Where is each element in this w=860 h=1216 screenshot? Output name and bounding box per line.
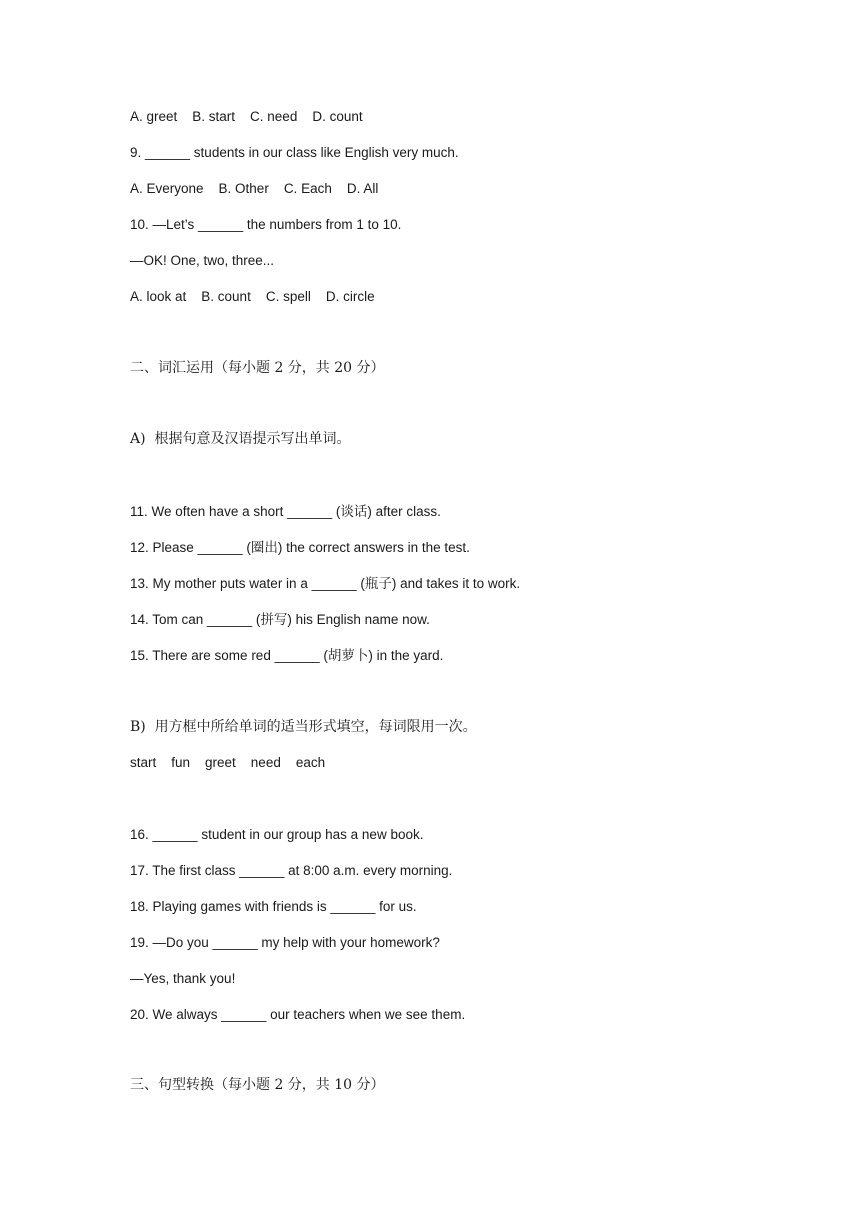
q10-response: —OK! One, two, three... xyxy=(130,253,275,268)
q12: 12. Please ______ (圈出) the correct answers in the test. xyxy=(130,540,470,555)
q19-stem: 19. —Do you ______ my help with your homework? xyxy=(130,935,440,950)
q9-stem: 9. ______ students in our class like English very much. xyxy=(130,145,459,160)
section-3-heading: 三、句型转换（每小题 2 分，共 10 分） xyxy=(130,1077,385,1093)
q14: 14. Tom can ______ (拼写) his English name now. xyxy=(130,612,430,627)
q18: 18. Playing games with friends is ______ for us. xyxy=(130,899,417,914)
section-2-heading: 二、词汇运用（每小题 2 分，共 20 分） xyxy=(130,360,385,376)
part-b-instruction: B) 用方框中所给单词的适当形式填空，每词限用一次。 xyxy=(130,719,477,735)
q19-response: —Yes, thank you! xyxy=(130,971,236,986)
word-box: start fun greet need each xyxy=(130,755,326,770)
q17: 17. The first class ______ at 8:00 a.m. every morning. xyxy=(130,863,453,878)
q11: 11. We often have a short ______ (谈话) after class. xyxy=(130,504,441,519)
q10-stem: 10. —Let’s ______ the numbers from 1 to 10. xyxy=(130,217,402,232)
q10-options: A. look at B. count C. spell D. circle xyxy=(130,289,375,304)
q8-options: A. greet B. start C. need D. count xyxy=(130,109,363,124)
q16: 16. ______ student in our group has a new book. xyxy=(130,827,424,842)
part-a-instruction: A) 根据句意及汉语提示写出单词。 xyxy=(130,431,351,447)
q13: 13. My mother puts water in a ______ (瓶子) and takes it to work. xyxy=(130,576,521,591)
q9-options: A. Everyone B. Other C. Each D. All xyxy=(130,181,379,196)
q15: 15. There are some red ______ (胡萝卜) in the yard. xyxy=(130,648,444,663)
q20: 20. We always ______ our teachers when we see them. xyxy=(130,1007,466,1022)
